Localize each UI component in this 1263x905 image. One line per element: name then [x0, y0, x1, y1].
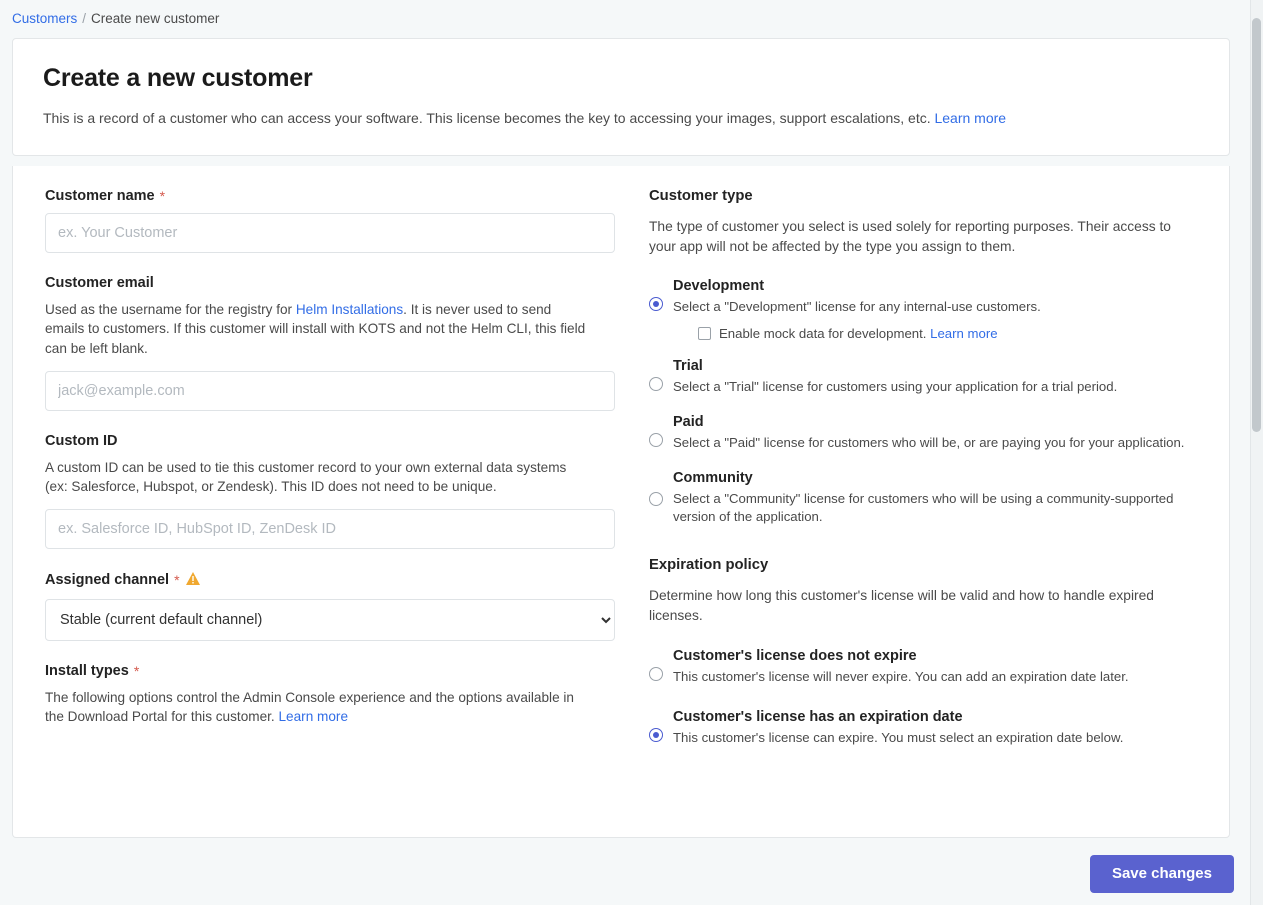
save-changes-button[interactable]: Save changes: [1090, 855, 1234, 893]
customer-name-input[interactable]: [45, 213, 615, 253]
breadcrumb: [0, 0, 1263, 26]
customer-form-card: [12, 166, 1230, 838]
header-learn-more-link[interactable]: Learn more: [934, 110, 1007, 126]
customer-type-option-paid[interactable]: [649, 414, 1199, 453]
customer-type-description: The type of customer you select is used solely for reporting purposes. Their access to your app will not be affected by the type you assign to them.: [649, 218, 1171, 254]
customer-type-title: Customer type: [649, 187, 753, 204]
mock-data-checkbox-row[interactable]: [698, 326, 1199, 341]
customer-email-help: [45, 300, 591, 359]
install-types-help: [45, 688, 591, 727]
expiration-policy-section: [649, 557, 1199, 747]
radio-development[interactable]: [649, 297, 663, 311]
custom-id-input[interactable]: [45, 509, 615, 549]
radio-has-expire-title: Customer's license has an expiration date: [673, 708, 963, 725]
customer-email-label: [45, 275, 591, 291]
customer-email-help-part1: Used as the username for the registry for: [45, 301, 296, 317]
assigned-channel-label-text: Assigned channel: [45, 572, 170, 589]
radio-community[interactable]: [649, 492, 663, 506]
page-scrollbar-thumb[interactable]: [1252, 18, 1261, 432]
radio-development-title: Development: [673, 278, 765, 295]
custom-id-help: A custom ID can be used to tie this customer record to your own external data systems (ex: Salesforce, Hubspot, or Zendesk). This ID does not need to be unique.: [45, 459, 567, 495]
radio-license-has-expiration-date[interactable]: [649, 728, 663, 742]
form-footer: [0, 842, 1251, 905]
assigned-channel-select[interactable]: [45, 599, 615, 641]
page-title: Create a new customer: [43, 64, 313, 92]
mock-data-label: Enable mock data for development.: [719, 326, 927, 342]
radio-no-expire-title: Customer's license does not expire: [673, 647, 917, 664]
page-description: [43, 109, 1199, 129]
custom-id-label: [45, 433, 591, 449]
customer-name-required-mark: *: [159, 187, 166, 204]
install-types-learn-more-link[interactable]: Learn more: [278, 709, 348, 725]
expiration-option-never[interactable]: [649, 648, 1199, 687]
helm-installations-link[interactable]: Helm Installations: [295, 301, 404, 317]
warning-triangle-icon: [185, 571, 201, 590]
radio-trial-title: Trial: [673, 358, 703, 375]
expiration-policy-title: Expiration policy: [649, 557, 769, 574]
checkbox-enable-mock-data[interactable]: [698, 327, 711, 340]
page-description-text: This is a record of a customer who can access your software. This license becomes the key to accessing your images, support escalations, etc.: [43, 110, 931, 126]
customer-email-help-part2: . It is never used to send emails to customers. If this customer will install with KOTS and not the Helm CLI, this field can be left blank.: [45, 301, 586, 356]
customer-name-label-text: Customer name: [45, 187, 155, 204]
customer-type-option-trial[interactable]: [649, 358, 1199, 397]
breadcrumb-customers-link[interactable]: Customers: [12, 11, 78, 26]
install-types-label-text: Install types: [45, 662, 129, 679]
radio-paid[interactable]: [649, 433, 663, 447]
install-types-label: [45, 663, 591, 679]
breadcrumb-current: Create new customer: [91, 11, 220, 26]
radio-license-does-not-expire[interactable]: [649, 667, 663, 681]
form-right-column: [621, 166, 1229, 837]
expiration-option-has-date[interactable]: [649, 709, 1199, 748]
customer-email-label-text: Customer email: [45, 274, 154, 291]
mock-data-learn-more-link[interactable]: Learn more: [930, 326, 998, 342]
breadcrumb-separator: /: [82, 11, 87, 26]
custom-id-label-text: Custom ID: [45, 432, 118, 449]
assigned-channel-label: [45, 571, 591, 590]
radio-trial-desc: Select a "Trial" license for customers using your application for a trial period.: [673, 379, 1118, 395]
form-left-column: [13, 166, 621, 837]
customer-email-input[interactable]: [45, 371, 615, 411]
assigned-channel-required-mark: *: [174, 572, 180, 589]
radio-community-title: Community: [673, 469, 753, 486]
expiration-policy-description: Determine how long this customer's license will be valid and how to handle expired licenses.: [649, 588, 1154, 624]
radio-development-desc: Select a "Development" license for any internal-use customers.: [673, 299, 1041, 315]
radio-no-expire-desc: This customer's license will never expire. You can add an expiration date later.: [673, 668, 1129, 684]
install-types-help-text: The following options control the Admin Console experience and the options available in the Download Portal for this customer.: [45, 689, 574, 725]
radio-paid-title: Paid: [673, 413, 704, 430]
install-types-required-mark: *: [133, 662, 140, 679]
radio-has-expire-desc: This customer's license can expire. You must select an expiration date below.: [673, 729, 1124, 745]
page-scrollbar-track[interactable]: [1250, 0, 1263, 905]
customer-type-option-community[interactable]: [649, 470, 1199, 527]
radio-community-desc: Select a "Community" license for customers who will be using a community-supported version of the application.: [673, 490, 1174, 525]
radio-trial[interactable]: [649, 377, 663, 391]
customer-name-label: [45, 188, 591, 204]
radio-paid-desc: Select a "Paid" license for customers who will be, or are paying you for your application.: [673, 434, 1185, 450]
customer-type-option-development[interactable]: [649, 278, 1199, 341]
page-header-card: [12, 38, 1230, 156]
